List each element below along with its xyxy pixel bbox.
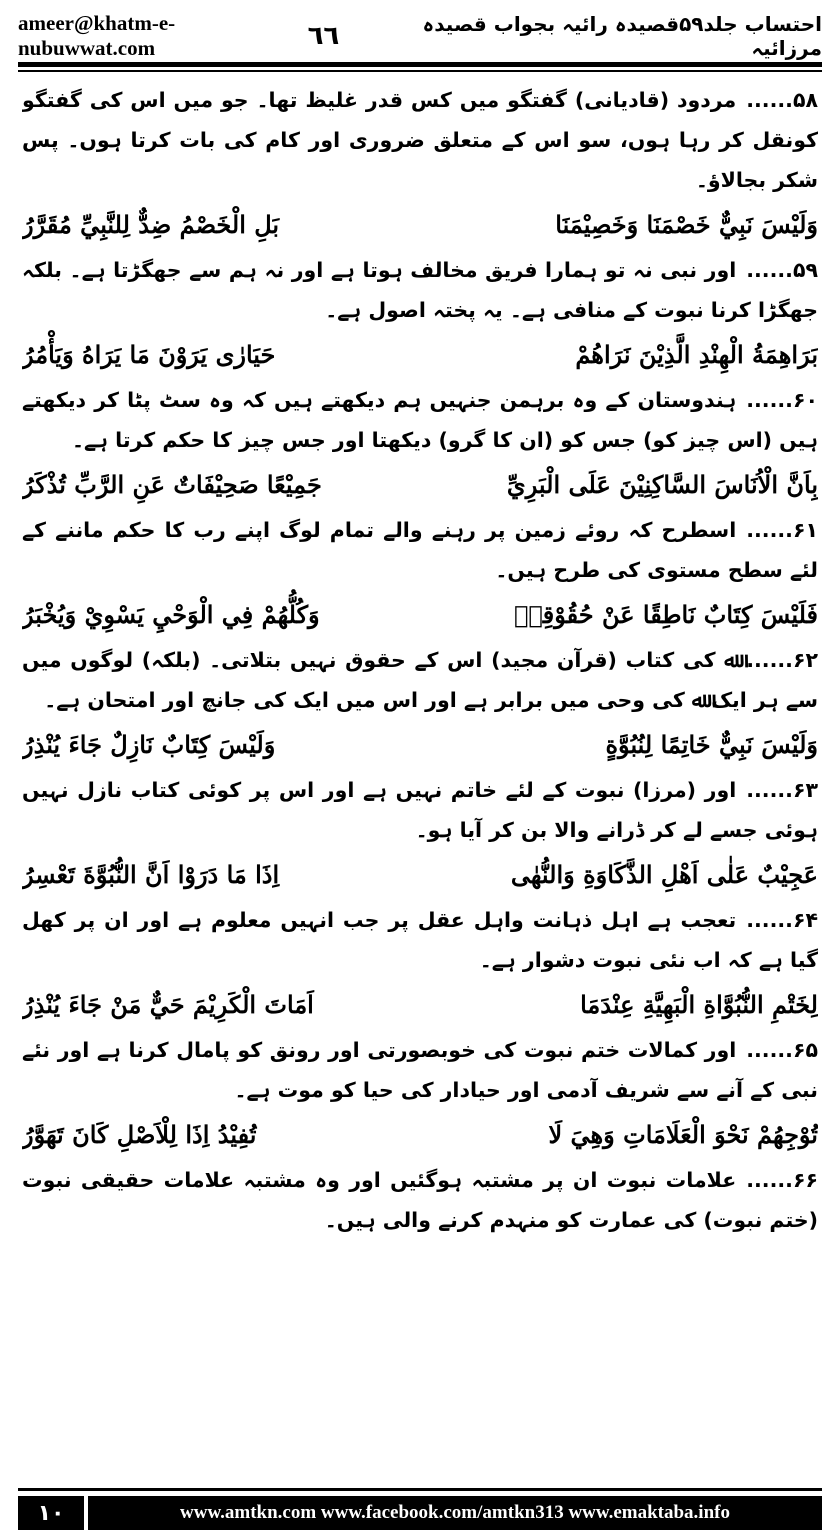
translation-text: اور (مرزا) نبوت کے لئے خاتم نہیں ہے اور اس پر کوئی کتاب نازل نہیں ہوئی جسے لے کر ڈرانے والا بن کر آیا ہو۔ [22,778,818,842]
page-footer [18,1488,822,1530]
translation-paragraph [22,1030,818,1110]
translation-text: ﷲ کی کتاب (قرآن مجید) اس کے حقوق نہیں بتلاتی۔ (بلکہ) لوگوں میں سے ہر ایک ﷲ کی وحی میں برابر ہے اور اس میں ایک کی جانچ اور امتحان ہے۔ [22,648,818,712]
verse-second-hemistich: بَلِ الْخَصْمُ ضِدٌّ لِلنَّبِيِّ مُقَرَّرُ [22,210,280,239]
verse-first-hemistich: عَجِيْبٌ عَلٰى اَهْلِ الذَّكَاوَةِ وَالنُّهٰى [510,860,818,889]
verse-first-hemistich: وَلَيْسَ نَبِيٌّ خَاتِمًا لِنُبُوَّةٍ [605,730,818,759]
verse-couplet [22,850,818,900]
verse-second-hemistich: تُفِيْدُ اِذَا لِلْاَصْلِ كَانَ تَهَوَّرُ [22,1120,257,1149]
translation-text: مردود (قادیانی) گفتگو میں کس قدر غلیظ تھا۔ جو میں اس کی گفتگو کونقل کر رہا ہوں، سو اس کے متعلق ضروری اور کام کی بات کرتا ہوں۔ پس شکر بجالاؤ۔ [22,88,818,192]
translation-paragraph [22,380,818,460]
verse-first-hemistich: تُوْجِهُمْ نَحْوَ الْعَلَامَاتِ وَهِيَ لَا [548,1120,818,1149]
verse-first-hemistich: بَرَاهِمَةُ الْهِنْدِ الَّذِيْنَ نَرَاهُمْ [575,340,818,369]
translation-paragraph [22,1160,818,1240]
footer-links: www.amtkn.com www.facebook.com/amtkn313 www.emaktaba.info [180,1502,730,1523]
verse-second-hemistich: جَمِيْعًا صَحِيْفَاتٌ عَنِ الرَّبِّ تُذْكَرُ [22,470,322,499]
header-right-group [308,12,822,60]
entry-number: ۶۲...... [746,648,818,672]
page-header [18,11,822,60]
entry-number: ۵۸...... [746,88,818,112]
translation-paragraph [22,770,818,850]
verse-couplet [22,200,818,250]
entry-number: ۵۹...... [746,258,818,282]
page-body [22,80,818,1452]
verse-second-hemistich: وَلَيْسَ كِتَابٌ نَازِلٌ جَاءَ يُنْذِرُ [22,730,276,759]
translation-text: ہندوستان کے وہ برہمن جنہیں ہم دیکھتے ہیں کہ وہ سٹ پٹا کر دیکھتے ہیں (اس چیز کو) جس کو (ان کا گرو) دیکھتا اور جس چیز کا حکم کرتا ہے۔ [22,388,818,452]
verse-couplet [22,720,818,770]
footer-rule [18,1488,822,1491]
entry-number: ۶۰...... [746,388,818,412]
translation-text: اور کمالات ختم نبوت کی خوبصورتی اور رونق کو پامال کرنا ہے اور نئے نبی کے آنے سے شریف آدمی اور حیادار کی حیا کو موت ہے۔ [22,1038,818,1102]
header-rule-thin [18,70,822,72]
translation-paragraph [22,640,818,720]
header-rule-thick [18,62,822,67]
verse-second-hemistich: وَكُلُّهُمْ فِي الْوَحْيِ يَسْوِيْ وَيُخْبَرُ [22,600,320,629]
verse-couplet [22,330,818,380]
translation-paragraph [22,80,818,200]
entry-number: ۶۵...... [746,1038,818,1062]
verse-couplet [22,460,818,510]
footer-bar [18,1496,822,1530]
header-email: ameer@khatm-e-nubuwwat.com [18,11,176,60]
footer-page-number: ۱۰ [18,1496,88,1530]
entry-number: ۶۱...... [746,518,818,542]
verse-second-hemistich: اِذَا مَا دَرَوْا اَنَّ النُّبُوَّةَ تَعْسِرُ [22,860,280,889]
translation-paragraph [22,900,818,980]
translation-text: تعجب ہے اہل ذہانت واہل عقل پر جب انہیں معلوم ہے اور ان پر کھل گیا ہے کہ اب نئی نبوت دشوار ہے۔ [22,908,818,972]
verse-couplet [22,980,818,1030]
translation-paragraph [22,250,818,330]
header-page-number: ٦٦ [307,21,340,51]
translation-text: اور نبی نہ تو ہمارا فریق مخالف ہوتا ہے اور نہ ہم سے جھگڑتا ہے۔ بلکہ جھگڑا کرنا نبوت کے منافی ہے۔ یہ پختہ اصول ہے۔ [22,258,818,322]
verse-first-hemistich: بِاَنَّ الْاُنَاسَ السَّاكِنِيْنَ عَلَى الْبَرِيِّ [506,470,818,499]
entry-number: ۶۳...... [746,778,818,802]
verse-first-hemistich: وَلَيْسَ نَبِيٌّ خَصْمَنَا وَخَصِيْمَنَا [555,210,818,239]
verse-first-hemistich: لِخَتْمِ النُّبُوَّاةِ الْبَهِيَّةِ عِنْدَمَا [580,990,818,1019]
verse-second-hemistich: اَمَاتَ الْكَرِيْمَ حَيٌّ مَنْ جَاءَ يُنْذِرُ [22,990,314,1019]
translation-text: اسطرح کہ روئے زمین پر رہنے والے تمام لوگ اپنے رب کا حکم ماننے کے لئے سطح مستوی کی طرح ہیں۔ [22,518,818,582]
translation-text: علامات نبوت ان پر مشتبہ ہوگئیں اور وہ مشتبہ علامات حقیقی نبوت (ختم نبوت) کی عمارت کو منہدم کرنے والی ہیں۔ [22,1168,818,1232]
verse-second-hemistich: حَيَارٰى يَرَوْنَ مَا يَرَاهُ وَيَأْمُرُ [22,340,276,369]
entry-number: ۶۶...... [746,1168,818,1192]
verse-couplet [22,590,818,640]
entry-number: ۶۴...... [746,908,818,932]
running-title: احتساب جلد۵۹قصیدہ رائیہ بجواب قصیدہ مرزائیہ [422,12,822,60]
verse-first-hemistich: فَلَيْسَ كِتَابٌ نَاطِقًا عَنْ حُقُوْقِهٖ [513,600,818,629]
verse-couplet [22,1110,818,1160]
translation-paragraph [22,510,818,590]
